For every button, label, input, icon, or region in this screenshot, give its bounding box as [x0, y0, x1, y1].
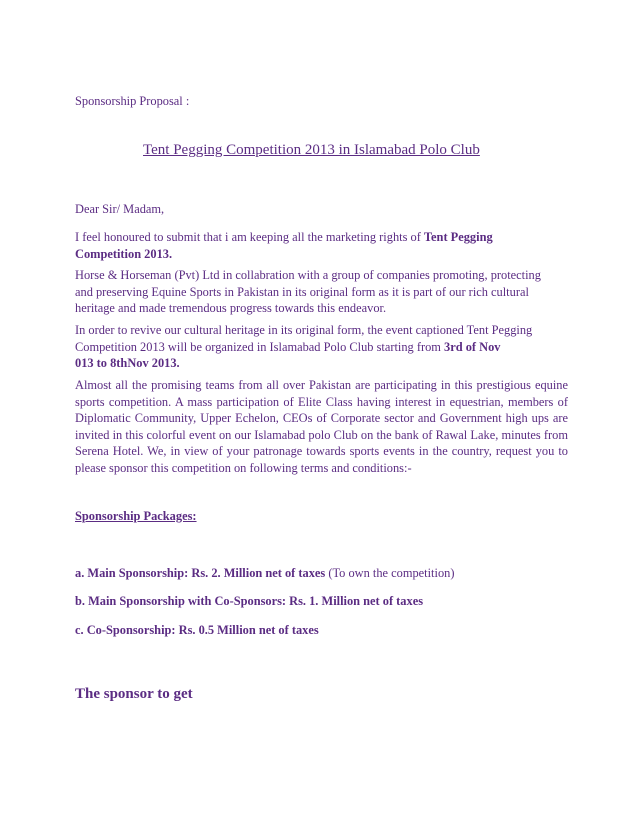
paragraph-3-line-2-text: Competition 2013 will be organized in Islamabad Polo Club starting from — [75, 339, 445, 354]
paragraph-2-line-3: heritage and made tremendous progress towards this endeavor. — [75, 301, 387, 315]
paragraph-3 — [75, 322, 532, 372]
package-c-title: c. Co-Sponsorship: Rs. 0.5 Million net of taxes — [75, 623, 319, 637]
paragraph-2 — [75, 267, 541, 317]
paragraph-3-date-end: 013 to 8thNov 2013. — [75, 356, 180, 370]
paragraph-2-line-2: and preserving Equine Sports in Pakistan in its original form as it is part of our rich cultural — [75, 284, 529, 299]
paragraph-1-line-1 — [75, 229, 493, 246]
paragraph-1-text: I feel honoured to submit that i am keeping all the marketing rights of — [75, 230, 424, 244]
page-title: Tent Pegging Competition 2013 in Islamabad Polo Club — [143, 142, 480, 158]
package-item — [75, 565, 454, 582]
paragraph-3-line-2 — [75, 339, 532, 356]
paragraph-3-line-1: In order to revive our cultural heritage in its original form, the event captioned Tent Pegging — [75, 323, 533, 337]
closing-heading: The sponsor to get — [75, 686, 193, 702]
paragraph-2-line-1: Horse & Horseman (Pvt) Ltd in collabration with a group of companies promoting, protecting — [75, 268, 541, 282]
paragraph-1 — [75, 229, 493, 262]
header-label: Sponsorship Proposal : — [75, 94, 190, 108]
package-a-title: a. Main Sponsorship: Rs. 2. Million net of taxes — [75, 566, 326, 580]
paragraph-1-bold-1: Tent Pegging — [423, 230, 493, 244]
packages-heading: Sponsorship Packages: — [75, 509, 197, 523]
package-b-title: b. Main Sponsorship with Co-Sponsors: Rs. 1. Million net of taxes — [75, 594, 424, 608]
paragraph-4: Almost all the promising teams from all over Pakistan are participating in this prestigious equine sports competition. A mass participation of Elite Class having interest in equestrian, members of Diplomatic Community, Upper Echelon, CEOs of Corporate sector and Government high ups are invited in this colorful event on our Islamabad polo Club on the bank of Rawal Lake, minutes from Serena Hotel. We, in view of your patronage towards sports events in the country, request you to please sponsor this competition on following terms and conditions:- — [75, 378, 568, 475]
paragraph-1-bold-2: Competition 2013. — [75, 246, 173, 261]
paragraph-3-date-start: 3rd of Nov — [444, 339, 501, 354]
package-a-note: (To own the competition) — [325, 566, 455, 580]
salutation: Dear Sir/ Madam, — [75, 202, 165, 216]
